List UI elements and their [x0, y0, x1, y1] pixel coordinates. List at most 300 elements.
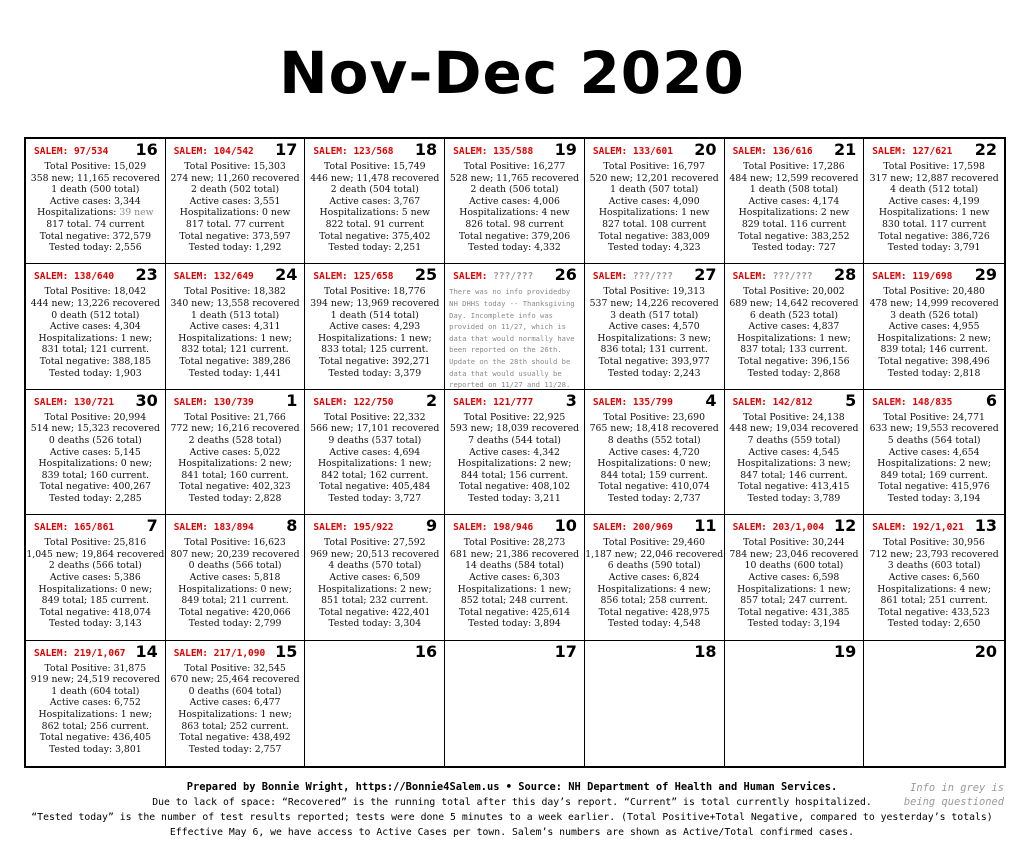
day-number: 18 — [414, 140, 438, 159]
stat-line: Tested today: 3,894 — [468, 618, 561, 630]
stat-line: 1 death (514 total) — [330, 309, 419, 321]
salem-active-total — [872, 397, 952, 408]
nh-stats — [725, 161, 864, 254]
nh-stats — [166, 161, 305, 254]
stat-line: Total Positive: 16,277 — [463, 161, 566, 172]
stat-line: Hospitalizations: 3 new; — [737, 458, 851, 470]
stat-line: Active cases: 4,090 — [608, 195, 700, 207]
day-number: 29 — [974, 265, 997, 285]
day-cell — [725, 390, 865, 515]
nh-stats — [305, 161, 444, 254]
day-number: 2 — [426, 390, 438, 410]
day-cell — [305, 264, 445, 389]
nh-stats — [26, 537, 165, 630]
stat-line: 832 total; 121 current. — [181, 344, 289, 356]
stat-line: 4 deaths (570 total) — [328, 560, 422, 572]
day-cell — [26, 139, 166, 264]
salem-active-total — [453, 522, 533, 533]
stat-line: Active cases: 6,598 — [748, 571, 840, 583]
stat-line: 772 new; 16,216 recovered — [170, 423, 300, 435]
stat-line: 4 death (512 total) — [890, 184, 979, 196]
stat-line: Total negative: 428,975 — [598, 606, 710, 618]
stat-line: 0 death (512 total) — [51, 309, 140, 321]
day-cell — [445, 390, 585, 515]
stat-line: Total negative: 386,726 — [878, 230, 990, 242]
stat-line: 3 death (517 total) — [610, 309, 699, 321]
stat-line: 1 death (604 total) — [51, 685, 140, 697]
stat-line: 849 total; 169 current. — [880, 469, 988, 481]
stat-line: Hospitalizations: 2 new; — [457, 458, 572, 470]
salem-active-total — [34, 397, 114, 408]
day-cell — [864, 515, 1004, 640]
nh-stats — [26, 286, 165, 379]
stat-line: 841 total; 160 current. — [181, 469, 289, 481]
stat-line: Active cases: 5,818 — [189, 571, 281, 583]
stat-line: Tested today: 4,323 — [607, 242, 701, 254]
salem-label: SALEM: 132/649 — [173, 271, 254, 283]
day-number: 19 — [554, 140, 577, 159]
salem-active-total — [872, 146, 952, 157]
nh-stats — [305, 286, 444, 379]
day-cell — [305, 139, 445, 264]
salem-label: SALEM: — [453, 271, 494, 283]
stat-line: 851 total; 232 current. — [321, 595, 429, 607]
stat-line: Active cases: 3,767 — [329, 195, 421, 207]
stat-line: 681 new; 21,386 recovered — [449, 548, 580, 560]
stat-line: Total Positive: 31,875 — [44, 662, 147, 674]
salem-active-total — [174, 397, 254, 408]
day-cell — [445, 139, 585, 264]
salem-label: SALEM: 104/542 — [173, 146, 254, 157]
nh-stats — [26, 161, 165, 254]
day-number: 22 — [974, 140, 997, 159]
nh-stats — [26, 663, 165, 756]
stat-line: Active cases: 4,694 — [329, 446, 421, 458]
salem-active-total — [34, 648, 126, 659]
stat-line: Total negative: 425,614 — [458, 606, 571, 618]
stat-line: Active cases: 5,386 — [49, 571, 141, 583]
stat-line: 839 total; 160 current. — [41, 469, 150, 481]
stat-line: Hospitalizations: 2 new; — [877, 332, 991, 344]
stat-line: 863 total; 252 current. — [181, 720, 289, 732]
grey-info-note: Info in grey is being questioned — [903, 782, 1004, 808]
stat-line: 670 new; 25,464 recovered — [170, 674, 300, 686]
stat-line: 5 deaths (564 total) — [887, 434, 981, 446]
salem-label: SALEM: 198/946 — [453, 522, 534, 534]
day-number: 16 — [414, 641, 438, 661]
footer-note-recovered: Due to lack of space: “Recovered” is the running total after this day’s report. “Current” is total currently hospitalized. — [152, 797, 872, 808]
stat-line: Hospitalizations: 1 new; — [737, 583, 851, 595]
day-number: 8 — [286, 516, 298, 536]
day-number: 24 — [275, 265, 298, 285]
stat-line: 849 total; 211 current. — [181, 595, 289, 607]
stat-line: Active cases: 6,824 — [608, 571, 700, 583]
stat-line: Active cases: 4,720 — [608, 446, 700, 458]
day-number: 4 — [705, 390, 717, 410]
salem-active-total — [174, 271, 254, 282]
nh-stats — [864, 537, 1004, 630]
salem-label: SALEM: 130/739 — [173, 396, 254, 408]
stat-line: Active cases: 3,344 — [49, 195, 141, 207]
stat-line: Hospitalizations: 1 new; — [38, 708, 153, 720]
day-number: 11 — [694, 516, 717, 536]
day-number: 12 — [834, 516, 857, 536]
stat-line: Total negative: 413,415 — [738, 481, 850, 493]
nh-stats — [305, 537, 444, 630]
stat-line: Tested today: 1,903 — [49, 367, 142, 379]
stat-line: Hospitalizations: 1 new; — [317, 458, 432, 470]
stat-line: Total Positive: 18,042 — [44, 286, 147, 298]
page-title: Nov-Dec 2020 — [279, 39, 745, 107]
stat-line: 593 new; 18,039 recovered — [449, 423, 580, 435]
stat-line: Hospitalizations: 1 new; — [178, 332, 292, 344]
stat-line: 274 new; 11,260 recovered — [170, 172, 300, 184]
stat-line: Total negative: 418,074 — [39, 606, 151, 618]
salem-label: SALEM: 130/721 — [34, 396, 115, 408]
stat-line: Total negative: 388,185 — [39, 355, 151, 367]
stat-line: 1,187 new; 22,046 recovered — [585, 548, 724, 560]
stat-line: Hospitalizations: 0 new; — [597, 458, 712, 470]
stat-line: 844 total; 156 current. — [460, 469, 569, 481]
stat-line: Tested today: 3,791 — [887, 242, 981, 254]
stat-line: 817 total. 74 current — [46, 218, 145, 230]
stat-line: Tested today: 2,243 — [607, 367, 701, 379]
stat-line: Tested today: 2,828 — [188, 492, 282, 504]
salem-active-total — [453, 146, 533, 157]
stat-line: Total Positive: 15,749 — [323, 161, 426, 172]
missing-data-note: There was no info providedby NH DHHS today -- Thanksgiving Day. Incomplete info was provided on 11/27, which is data that would normally have been reported on the 26th. Update on the 28th should be data that would usually be reported on 11/27 and 11/28. — [449, 287, 575, 390]
day-cell — [166, 139, 306, 264]
stat-line: Active cases: 6,509 — [329, 571, 421, 583]
nh-stats — [166, 537, 305, 630]
stat-line: Hospitalizations: 0 new; — [38, 583, 153, 595]
stat-line: 317 new; 12,887 recovered — [869, 172, 999, 184]
stat-line: Hospitalizations: 1 new — [598, 207, 710, 219]
nh-stats — [445, 161, 584, 254]
day-number: 14 — [135, 641, 158, 661]
day-number: 21 — [834, 140, 857, 159]
stat-line: 689 new; 14,642 recovered — [729, 297, 859, 309]
stat-line: 3 deaths (603 total) — [887, 560, 981, 572]
salem-active-total — [313, 271, 393, 282]
salem-label: SALEM: 125/658 — [313, 271, 394, 283]
stat-line: Tested today: 2,799 — [188, 618, 282, 630]
stat-line: Total Positive: 18,776 — [323, 286, 426, 298]
stat-line: 861 total; 251 current. — [880, 595, 988, 607]
stat-line: Tested today: 3,211 — [468, 492, 561, 504]
salem-active-total — [733, 146, 813, 157]
stat-line: Tested today: 2,251 — [328, 242, 422, 254]
stat-line: Hospitalizations: 1 new — [878, 207, 990, 219]
day-cell — [725, 264, 865, 389]
stat-line: Tested today: 4,548 — [607, 618, 701, 630]
salem-label: SALEM: 122/750 — [313, 396, 394, 408]
stat-line: Tested today: 3,304 — [328, 618, 422, 630]
salem-label: SALEM: 133/601 — [592, 146, 673, 157]
salem-active-total — [453, 271, 533, 282]
day-cell — [585, 515, 725, 640]
stat-line: 830 total. 117 current — [882, 218, 987, 230]
stat-line: 7 deaths (559 total) — [747, 434, 841, 446]
day-cell — [26, 515, 166, 640]
stat-line: Total Positive: 24,138 — [743, 411, 845, 423]
salem-label: SALEM: 127/621 — [872, 146, 953, 157]
stat-line: Total negative: 396,156 — [738, 355, 850, 367]
stat-line: 394 new; 13,969 recovered — [310, 297, 440, 309]
stat-line: Total negative: 433,523 — [878, 606, 990, 618]
stat-line: 514 new; 15,323 recovered — [30, 423, 160, 435]
stat-line: 852 total; 248 current. — [460, 595, 569, 607]
stat-line: Active cases: 5,145 — [49, 446, 141, 458]
salem-unknown-value: ???/??? — [772, 271, 813, 283]
stat-line: 6 death (523 total) — [749, 309, 838, 321]
salem-label: SALEM: 142/812 — [732, 396, 813, 408]
stat-line: 829 total. 116 current — [741, 218, 847, 230]
stat-line: 831 total; 121 current. — [41, 344, 150, 356]
stat-line: Tested today: 2,556 — [49, 242, 142, 254]
stat-line: Active cases: 4,304 — [49, 321, 141, 333]
salem-active-total — [872, 271, 952, 282]
nh-stats — [26, 412, 165, 505]
stat-line: Total negative: 410,074 — [598, 481, 710, 493]
stat-line-hospitalizations — [26, 207, 165, 219]
stat-line: Active cases: 4,199 — [888, 195, 980, 207]
salem-label: SALEM: 121/777 — [453, 396, 534, 408]
salem-active-total — [174, 146, 254, 157]
stat-line: 528 new; 11,765 recovered — [449, 172, 580, 184]
stat-line: Total negative: 383,009 — [598, 230, 710, 242]
stat-line: 919 new; 24,519 recovered — [30, 674, 160, 686]
nh-stats — [585, 537, 724, 630]
stat-line: Total Positive: 30,956 — [883, 537, 985, 549]
stat-line: Tested today: 1,441 — [188, 367, 282, 379]
day-number: 17 — [554, 641, 577, 661]
stat-line: Active cases: 4,293 — [329, 321, 421, 333]
day-number: 23 — [135, 265, 158, 285]
stat-line: Active cases: 3,551 — [189, 195, 281, 207]
stat-line: Total Positive: 28,273 — [463, 537, 566, 549]
stat-line: Hospitalizations: 3 new; — [597, 332, 712, 344]
day-cell — [166, 390, 306, 515]
stat-line: 10 deaths (600 total) — [744, 560, 844, 572]
stat-line: Total Positive: 17,598 — [883, 161, 985, 172]
day-number: 5 — [845, 390, 857, 410]
questioned-value: 39 new — [119, 207, 154, 219]
nh-stats — [725, 537, 864, 630]
nh-stats — [585, 286, 724, 379]
stat-line: Total Positive: 16,623 — [184, 537, 286, 549]
stat-line: Active cases: 4,006 — [469, 195, 560, 207]
stat-line: 9 deaths (537 total) — [328, 434, 422, 446]
day-number: 6 — [985, 390, 997, 410]
stat-line: 847 total; 146 current. — [740, 469, 848, 481]
day-cell — [585, 264, 725, 389]
nh-stats — [445, 537, 584, 630]
footer-credit: Prepared by Bonnie Wright, https://Bonnie4Salem.us • Source: NH Department of Health and Human Services. — [186, 781, 838, 793]
salem-label: SALEM: — [592, 271, 633, 283]
stat-line: Active cases: 4,311 — [189, 321, 281, 333]
stat-line: 1 death (500 total) — [51, 184, 140, 196]
day-cell — [864, 390, 1004, 515]
stat-line: Total Positive: 27,592 — [323, 537, 426, 549]
hospitalizations-label: Hospitalizations: — [37, 207, 120, 219]
stat-line: 2 death (506 total) — [470, 184, 559, 196]
nh-stats — [864, 161, 1004, 254]
stat-line: Tested today: 3,379 — [328, 367, 422, 379]
stat-line: 836 total; 131 current. — [600, 344, 708, 356]
stat-line: Hospitalizations: 0 new; — [38, 458, 153, 470]
salem-active-total — [733, 397, 813, 408]
stat-line: Active cases: 6,752 — [49, 697, 141, 709]
stat-line: 807 new; 20,239 recovered — [170, 548, 300, 560]
day-cell — [725, 641, 865, 766]
stat-line: Hospitalizations: 1 new; — [457, 583, 572, 595]
salem-label: SALEM: 138/640 — [34, 271, 115, 283]
salem-active-total — [593, 397, 673, 408]
salem-active-total — [313, 522, 393, 533]
stat-line: Active cases: 6,303 — [469, 571, 560, 583]
stat-line: Total negative: 431,385 — [738, 606, 850, 618]
salem-active-total — [733, 522, 825, 533]
stat-line: Hospitalizations: 1 new; — [178, 708, 292, 720]
stat-line: Tested today: 3,143 — [49, 618, 142, 630]
stat-line: 633 new; 19,553 recovered — [869, 423, 999, 435]
stat-line: Tested today: 2,868 — [747, 367, 841, 379]
stat-line: Total Positive: 17,286 — [743, 161, 845, 172]
stat-line: 833 total; 125 current. — [321, 344, 429, 356]
day-number: 16 — [135, 140, 158, 159]
stat-line: 2 deaths (566 total) — [48, 560, 142, 572]
stat-line: Hospitalizations: 0 new — [179, 207, 291, 219]
salem-active-total — [313, 397, 393, 408]
day-cell — [445, 641, 585, 766]
salem-active-total — [34, 522, 114, 533]
stat-line: 358 new; 11,165 recovered — [30, 172, 160, 184]
stat-line: Active cases: 6,560 — [888, 571, 980, 583]
stat-line: 3 death (526 total) — [890, 309, 979, 321]
stat-line: Tested today: 2,285 — [49, 492, 142, 504]
stat-line: 478 new; 14,999 recovered — [869, 297, 999, 309]
footer-note-active: Effective May 6, we have access to Active Cases per town. Salem’s numbers are shown as Active/Total confirmed cases. — [169, 827, 855, 838]
stat-line: Total Positive: 30,244 — [743, 537, 845, 549]
day-cell — [864, 139, 1004, 264]
stat-line: 444 new; 13,226 recovered — [30, 297, 160, 309]
stat-line: 1 death (508 total) — [749, 184, 838, 196]
day-number: 9 — [426, 516, 438, 536]
stat-line: Active cases: 6,477 — [189, 697, 281, 709]
stat-line: 8 deaths (552 total) — [607, 434, 701, 446]
stat-line: 862 total; 256 current. — [41, 720, 150, 732]
nh-stats — [445, 412, 584, 505]
stat-line: Active cases: 4,342 — [469, 446, 560, 458]
stat-line: 844 total; 159 current. — [600, 469, 708, 481]
salem-active-total — [593, 146, 673, 157]
nh-stats — [166, 663, 305, 756]
day-cell — [445, 515, 585, 640]
stat-line: 446 new; 11,478 recovered — [310, 172, 440, 184]
stat-line: 537 new; 14,226 recovered — [589, 297, 719, 309]
stat-line: Total Positive: 19,313 — [603, 286, 705, 298]
stat-line: Total negative: 392,271 — [319, 355, 431, 367]
stat-line: Total Positive: 20,994 — [44, 411, 147, 423]
salem-active-total — [174, 522, 254, 533]
salem-active-total — [593, 522, 673, 533]
salem-active-total — [34, 146, 108, 157]
stat-line: Active cases: 4,545 — [748, 446, 840, 458]
nh-stats — [725, 286, 864, 379]
day-cell — [166, 641, 306, 766]
stat-line: Hospitalizations: 1 new; — [38, 332, 153, 344]
stat-line: Hospitalizations: 2 new; — [877, 458, 991, 470]
stat-line: Tested today: 2,818 — [887, 367, 981, 379]
stat-line: Total negative: 438,492 — [179, 732, 291, 744]
stat-line: 784 new; 23,046 recovered — [729, 548, 859, 560]
stat-line: Total negative: 389,286 — [179, 355, 291, 367]
stat-line: Tested today: 2,650 — [887, 618, 981, 630]
day-cell — [864, 264, 1004, 389]
day-number: 20 — [974, 641, 997, 661]
day-number: 20 — [694, 140, 717, 159]
day-cell — [305, 390, 445, 515]
salem-unknown-value: ???/??? — [632, 271, 673, 283]
stat-line: 14 deaths (584 total) — [465, 560, 564, 572]
stat-line: 817 total. 77 current — [185, 218, 285, 230]
day-cell — [585, 390, 725, 515]
stat-line: Tested today: 3,801 — [49, 743, 142, 755]
stat-line: Hospitalizations: 4 new; — [597, 583, 712, 595]
salem-label: SALEM: 148/835 — [872, 396, 953, 408]
footer-note-tested: “Tested today” is the number of test results reported; tests were done 5 minutes to a week earlier. (Total Positive+Total Negative, compared to yesterday’s totals) — [31, 812, 993, 823]
stat-line: 2 death (502 total) — [191, 184, 280, 196]
day-cell — [26, 264, 166, 389]
stat-line: Total Positive: 25,816 — [44, 537, 147, 549]
day-number: 30 — [135, 390, 158, 410]
nh-stats — [166, 286, 305, 379]
stat-line: 1,045 new; 19,864 recovered — [26, 548, 165, 560]
day-number: 10 — [554, 516, 577, 536]
salem-label: SALEM: 136/616 — [732, 146, 813, 157]
day-cell — [725, 515, 865, 640]
stat-line: 6 deaths (590 total) — [607, 560, 701, 572]
stat-line: 826 total. 98 current — [465, 218, 564, 230]
stat-line: Total Positive: 29,460 — [603, 537, 705, 549]
nh-stats — [585, 412, 724, 505]
stat-line: 857 total; 247 current. — [740, 595, 848, 607]
stat-line: 1 death (513 total) — [191, 309, 280, 321]
stat-line: 0 deaths (526 total) — [48, 434, 142, 446]
stat-line: 827 total. 108 current — [602, 218, 707, 230]
salem-active-total — [313, 146, 393, 157]
stat-line: 2 death (504 total) — [330, 184, 419, 196]
stat-line: Tested today: 2,757 — [188, 743, 282, 755]
day-cell — [305, 641, 445, 766]
nh-stats — [864, 412, 1004, 505]
nh-stats — [166, 412, 305, 505]
salem-label: SALEM: 135/799 — [592, 396, 673, 408]
stat-line: Total negative: 436,405 — [39, 732, 151, 744]
stat-line: Total negative: 408,102 — [458, 481, 571, 493]
day-cell — [585, 641, 725, 766]
stat-line: Total negative: 400,267 — [39, 481, 151, 493]
stat-line: 566 new; 17,101 recovered — [310, 423, 440, 435]
stat-line: Total negative: 393,977 — [598, 355, 710, 367]
stat-line: Active cases: 5,022 — [189, 446, 281, 458]
stat-line: Tested today: 3,194 — [887, 492, 981, 504]
salem-active-total — [872, 522, 964, 533]
stat-line: Total negative: 372,579 — [39, 230, 151, 242]
stat-line: 969 new; 20,513 recovered — [310, 548, 440, 560]
stat-line: Total Positive: 22,925 — [463, 411, 566, 423]
